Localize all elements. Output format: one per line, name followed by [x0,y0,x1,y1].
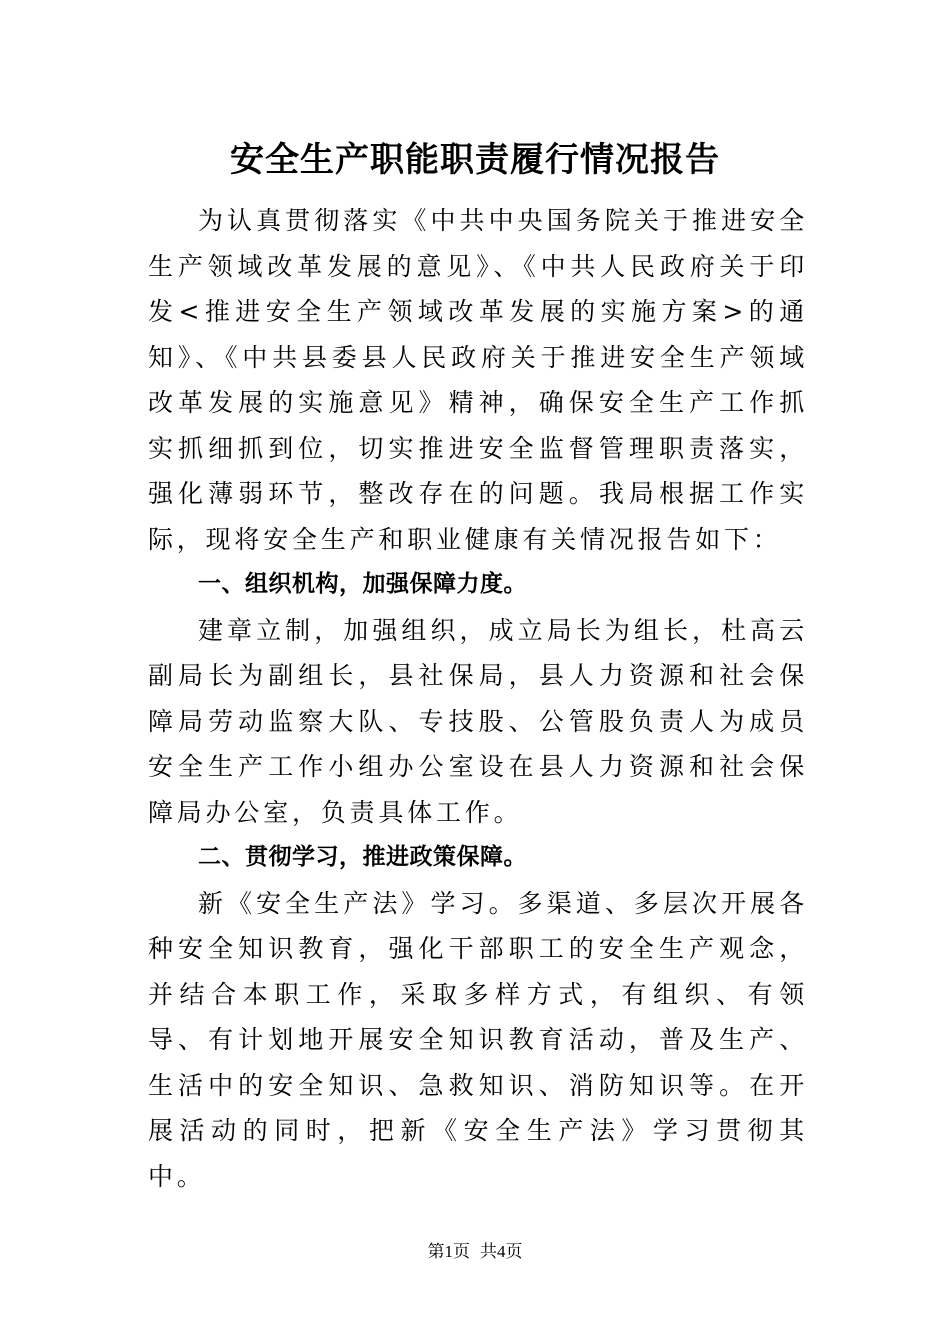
page-footer [0,1240,950,1264]
section-heading-1: 一、组织机构，加强保障力度。 [198,571,527,597]
section-paragraph-2: 新《安全生产法》学习。多渠道、多层次开展各种安全知识教育，强化干部职工的安全生产观念，并结合本职工作，采取多样方式，有组织、有领导、有计划地开展安全知识教育活动，普及生产、生活中的安全知识、急救知识、消防知识等。在开展活动的同时，把新《安全生产法》学习贯彻其中。 [148,888,808,1191]
intro-paragraph: 为认真贯彻落实《中共中央国务院关于推进安全生产领域改革发展的意见》、《中共人民政府关于印发<推进安全生产领域改革发展的实施方案>的通知》、《中共县委县人民政府关于推进安全生产领域改革发展的实施意见》精神，确保安全生产工作抓实抓细抓到位，切实推进安全监督管理职责落实，强化薄弱环节，整改存在的问题。我局根据工作实际，现将安全生产和职业健康有关情况报告如下： [148,206,808,554]
document-title: 安全生产职能职责履行情况报告 [230,140,720,180]
document-body [148,198,808,1199]
section-paragraph-1: 建章立制，加强组织，成立局长为组长，杜高云副局长为副组长，县社保局，县人力资源和社会保障局劳动监察大队、专技股、公管股负责人为成员安全生产工作小组办公室设在县人力资源和社会保障局办公室，负责具体工作。 [148,615,808,827]
section-heading-2: 二、贯彻学习，推进政策保障。 [198,844,527,870]
page-number: 第1页 [427,1242,470,1261]
page-total: 共4页 [480,1242,523,1261]
